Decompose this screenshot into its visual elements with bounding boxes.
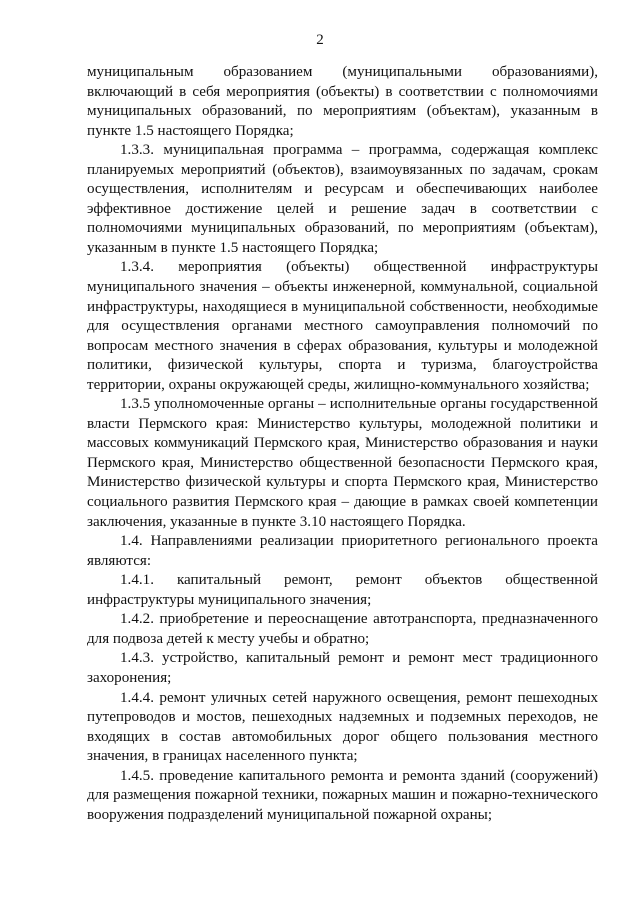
document-body	[87, 63, 598, 825]
paragraph-1-4-5: 1.4.5. проведение капитального ремонта и ремонта зданий (сооружений) для размещения пожарной техники, пожарных машин и пожарно-технического вооружения подразделений муниципальной пожарной охраны;	[87, 767, 598, 823]
paragraph-1-4: 1.4. Направлениями реализации приоритетного регионального проекта являются:	[87, 533, 598, 569]
page-number: 2	[316, 32, 324, 48]
paragraph-1-3-4: 1.3.4. мероприятия (объекты) общественной инфраструктуры муниципального значения – объекты инженерной, коммунальной, социальной инфраструктуры, находящиеся в муниципальной собственности, необходимые для осуществления органами местного самоуправления полномочий по вопросам местного значения в сферах образования, культуры и молодежной политики, физической культуры, спорта и туризма, благоустройства территории, охраны окружающей среды, жилищно-коммунального хозяйства;	[87, 259, 598, 393]
paragraph-1-4-3: 1.4.3. устройство, капитальный ремонт и ремонт мест традиционного захоронения;	[87, 650, 598, 686]
paragraph-1-4-4: 1.4.4. ремонт уличных сетей наружного освещения, ремонт пешеходных путепроводов и мостов, пешеходных надземных и подземных переходов, не входящих в состав автомобильных дорог общего пользования местного значения, в границах населенного пункта;	[87, 689, 598, 765]
paragraph-1-4-2: 1.4.2. приобретение и переоснащение автотранспорта, предназначенного для подвоза детей к месту учебы и обратно;	[87, 611, 598, 647]
paragraph-continuation: муниципальным образованием (муниципальными образованиями), включающий в себя мероприятия (объекты) в соответствии с полномочиями муниципальных образований, по мероприятиям (объектам), указанным в пункте 1.5 настоящего Порядка;	[87, 64, 598, 139]
paragraph-1-4-1: 1.4.1. капитальный ремонт, ремонт объектов общественной инфраструктуры муниципального значения;	[87, 572, 598, 608]
paragraph-1-3-3: 1.3.3. муниципальная программа – программа, содержащая комплекс планируемых мероприятий (объектов), взаимоувязанных по задачам, срокам осуществления, исполнителям и ресурсам и обеспечивающих наиболее эффективное достижение целей и решение задач в соответствии с полномочиями муниципальных образований, по мероприятиям (объектам), указанным в пункте 1.5 настоящего Порядка;	[87, 142, 598, 256]
paragraph-1-3-5: 1.3.5 уполномоченные органы – исполнительные органы государственной власти Пермского края: Министерство культуры, молодежной политики и массовых коммуникаций Пермского края, Министерство образования и науки Пермского края, Министерство общественной безопасности Пермского края, Министерство физической культуры и спорта Пермского края, Министерство социального развития Пермского края – дающие в рамках своей компетенции заключения, указанные в пункте 3.10 настоящего Порядка.	[87, 396, 598, 530]
